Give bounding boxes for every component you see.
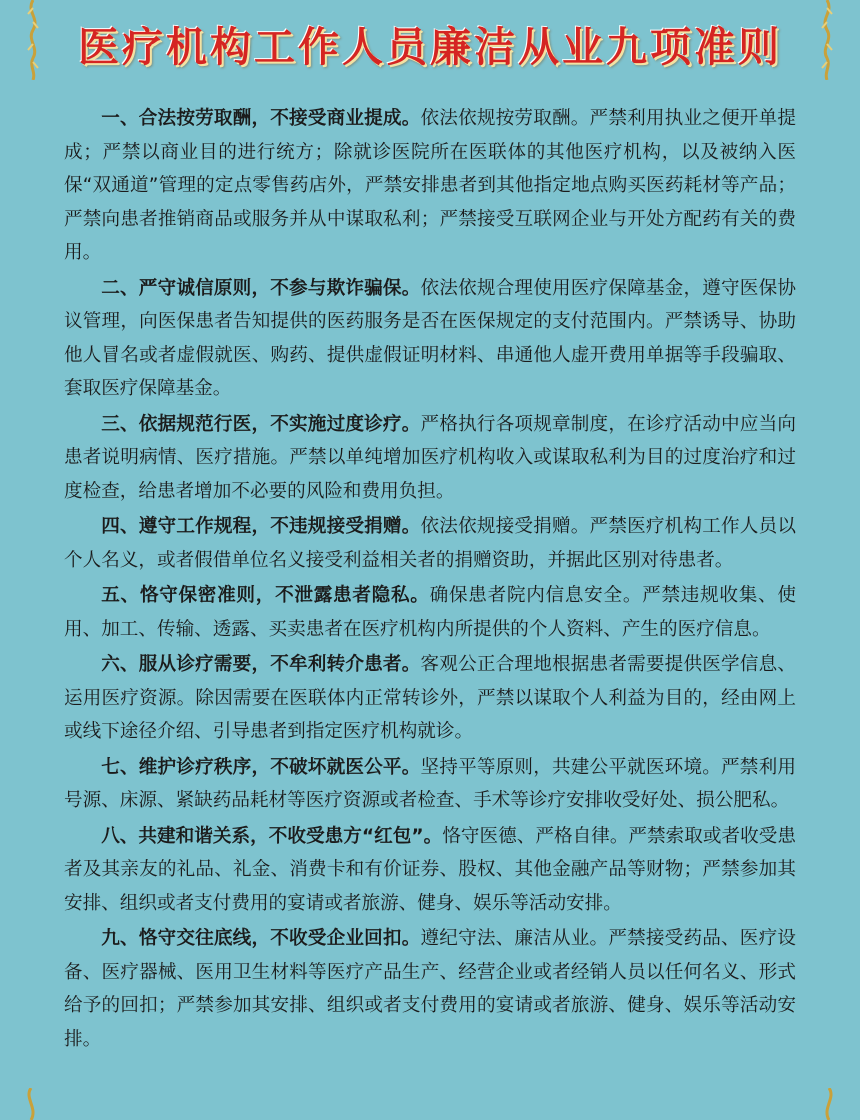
rule-heading: 二、严守诚信原则，不参与欺诈骗保。 <box>101 277 421 299</box>
gold-flourish-ornament-icon <box>818 1088 840 1120</box>
rule-heading: 八、共建和谐关系，不收受患方“红包”。 <box>101 825 443 847</box>
rule-body: 依法依规合理使用医疗保障基金，遵守医保协议管理，向医保患者告知提供的医药服务是否在医保规定的支付范围内。严禁诱导、协助他人冒名或者虚假就医、购药、提供虚假证明材料、串通他人虚开费用单据等手段骗取、套取医疗保障基金。 <box>64 277 796 399</box>
page-title: 医疗机构工作人员廉洁从业九项准则 <box>78 23 782 71</box>
rule-heading: 三、依据规范行医，不实施过度诊疗。 <box>101 413 421 435</box>
rule-item-9 <box>64 922 796 1056</box>
rule-heading: 一、合法按劳取酬，不接受商业提成。 <box>101 108 421 129</box>
rule-item-5 <box>64 579 796 646</box>
rule-item-3 <box>64 408 796 509</box>
rule-body: 确保患者院内信息安全。严禁违规收集、使用、加工、传输、透露、买卖患者在医疗机构内所提供的个人资料、产生的医疗信息。 <box>64 585 796 640</box>
rule-body: 恪守医德、严格自律。严禁索取或者收受患者及其亲友的礼品、礼金、消费卡和有价证券、股权、其他金融产品等财物；严禁参加其安排、组织或者支付费用的宴请或者旅游、健身、娱乐等活动安排。 <box>64 825 796 914</box>
rule-item-2 <box>64 272 796 406</box>
rule-heading: 四、遵守工作规程，不违规接受捐赠。 <box>101 516 421 537</box>
gold-flourish-ornament-icon <box>20 1088 42 1120</box>
rule-item-7 <box>64 751 796 818</box>
rule-item-6 <box>64 648 796 749</box>
rule-body: 坚持平等原则，共建公平就医环境。严禁利用号源、床源、紧缺药品耗材等医疗资源或者检查、手术等诊疗安排收受好处、损公肥私。 <box>64 756 796 811</box>
rule-item-8 <box>64 820 796 921</box>
rule-body: 依法依规接受捐赠。严禁医疗机构工作人员以个人名义，或者假借单位名义接受利益相关者的捐赠资助，并据此区别对待患者。 <box>64 516 796 571</box>
rule-body: 严格执行各项规章制度，在诊疗活动中应当向患者说明病情、医疗措施。严禁以单纯增加医疗机构收入或谋取私利为目的过度治疗和过度检查，给患者增加不必要的风险和费用负担。 <box>64 413 796 502</box>
rule-heading: 五、恪守保密准则，不泄露患者隐私。 <box>101 585 430 606</box>
rule-heading: 九、恪守交往底线，不收受企业回扣。 <box>101 928 421 949</box>
rules-list <box>64 102 796 1058</box>
rule-heading: 七、维护诊疗秩序，不破坏就医公平。 <box>101 756 421 778</box>
rule-body: 遵纪守法、廉洁从业。严禁接受药品、医疗设备、医疗器械、医用卫生材料等医疗产品生产、经营企业或者经销人员以任何名义、形式给予的回扣；严禁参加其安排、组织或者支付费用的宴请或者旅游、健身、娱乐等活动安排。 <box>64 928 796 1050</box>
rule-item-1 <box>64 102 796 270</box>
rule-item-4 <box>64 510 796 577</box>
rule-body: 客观公正合理地根据患者需要提供医学信息、运用医疗资源。除因需要在医联体内正常转诊外，严禁以谋取个人利益为目的，经由网上或线下途径介绍、引导患者到指定医疗机构就诊。 <box>64 654 796 742</box>
rule-body: 依法依规按劳取酬。严禁利用执业之便开单提成；严禁以商业目的进行统方；除就诊医院所在医联体的其他医疗机构，以及被纳入医保“双通道”管理的定点零售药店外，严禁安排患者到其他指定地点购买医药耗材等产品；严禁向患者推销商品或服务并从中谋取私利；严禁接受互联网企业与开处方配药有关的费用。 <box>64 108 796 263</box>
rule-heading: 六、服从诊疗需要，不牟利转介患者。 <box>101 654 421 675</box>
